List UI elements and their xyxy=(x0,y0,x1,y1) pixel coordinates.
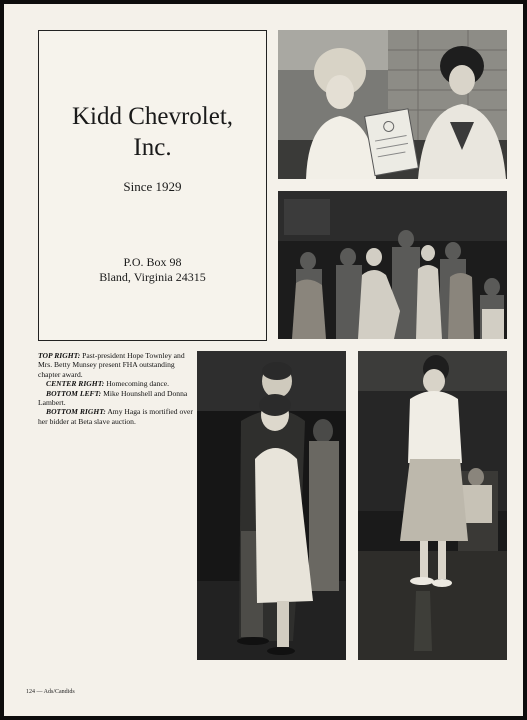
ad-company-line-2: Inc. xyxy=(133,134,172,161)
page-footer: 124 — Ads/Candids xyxy=(26,689,75,695)
caption-label: BOTTOM LEFT: xyxy=(46,388,102,398)
ad-address xyxy=(39,255,266,285)
caption-label: TOP RIGHT: xyxy=(38,351,81,360)
caption-text: Past-president Hope Townley and Mrs. Betty Munsey present FHA outstanding chapter award. xyxy=(38,351,185,379)
yearbook-page xyxy=(4,4,523,716)
ad-since: Since 1929 xyxy=(123,179,182,194)
caption-label: CENTER RIGHT: xyxy=(46,379,105,389)
photo-homecoming-dance xyxy=(278,191,507,339)
caption-bottom-right xyxy=(38,407,193,426)
ad-address-line-2: Bland, Virginia 24315 xyxy=(99,270,206,284)
photo-fha-award xyxy=(278,30,507,179)
photo-captions xyxy=(38,351,193,426)
ad-company-line-1: Kidd Chevrolet, xyxy=(71,103,234,130)
caption-text: Homecoming dance. xyxy=(104,379,170,389)
caption-text: Amy Haga is mortified over her bidder at Beta slave auction. xyxy=(38,407,193,426)
photo-couple-dancing xyxy=(197,351,346,660)
caption-label: BOTTOM RIGHT: xyxy=(46,407,106,417)
caption-top-right xyxy=(38,351,193,379)
photo-beta-auction xyxy=(358,351,507,660)
caption-center-right xyxy=(38,379,193,388)
caption-bottom-left xyxy=(38,389,193,408)
caption-text: Mike Hounshell and Donna Lambert. xyxy=(38,388,188,408)
kidd-chevrolet-ad xyxy=(38,30,267,341)
ad-address-line-1: P.O. Box 98 xyxy=(123,255,182,269)
ad-company-name xyxy=(39,101,266,163)
